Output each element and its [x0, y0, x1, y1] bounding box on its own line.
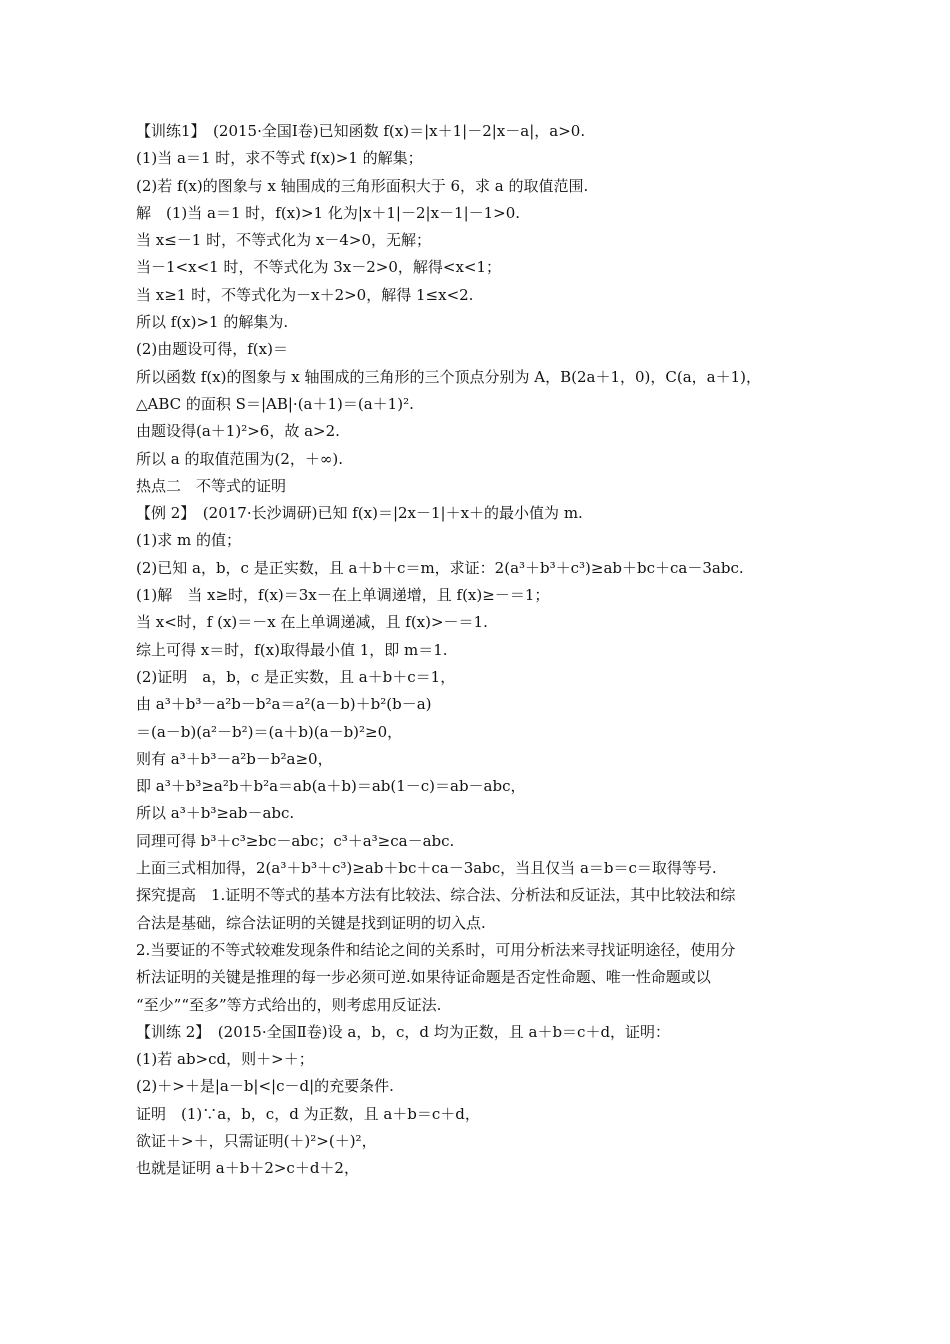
text-line: △ABC 的面积 S＝|AB|·(a＋1)＝(a＋1)². [136, 394, 414, 413]
section-heading: 热点二 不等式的证明 [136, 476, 287, 495]
text-line: 探究提高 1.证明不等式的基本方法有比较法、综合法、分析法和反证法，其中比较法和综 [136, 886, 736, 905]
text-line: (1)求 m 的值； [136, 531, 242, 550]
text-line: 即 a³＋b³≥a²b＋b²a＝ab(a＋b)＝ab(1－c)＝ab－abc， [136, 777, 526, 796]
text-line: 当 x≥1 时，不等式化为－x＋2>0，解得 1≤x<2. [136, 285, 474, 304]
text-line: (2)已知 a，b，c 是正实数，且 a＋b＋c＝m，求证：2(a³＋b³＋c³)≥ab＋bc＋ca－3abc. [136, 558, 744, 577]
text-line: (2)＋>＋是|a－b|<|c－d|的充要条件. [136, 1077, 394, 1096]
text-line: 上面三式相加得，2(a³＋b³＋c³)≥ab＋bc＋ca－3abc，当且仅当 a＝b＝c＝取得等号. [136, 859, 717, 878]
text-line: “至少”“至多”等方式给出的，则考虑用反证法. [136, 995, 442, 1014]
text-line: 则有 a³＋b³－a²b－b²a≥0， [136, 749, 333, 768]
text-line: 2.当要证的不等式较难发现条件和结论之间的关系时，可用分析法来寻找证明途径，使用分 [136, 940, 736, 959]
text-line: (2)证明 a，b，c 是正实数，且 a＋b＋c＝1， [136, 667, 456, 686]
text-line: 当 x≤－1 时，不等式化为 x－4>0，无解； [136, 231, 431, 250]
text-line: 所以函数 f(x)的图象与 x 轴围成的三角形的三个顶点分别为 A，B(2a＋1，0)，C(a，a＋1)， [136, 367, 761, 386]
text-line: 解 (1)当 a＝1 时，f(x)>1 化为|x＋1|－2|x－1|－1>0. [136, 203, 521, 222]
text-line: (1)若 ab>cd，则＋>＋； [136, 1050, 314, 1069]
text-line: 由 a³＋b³－a²b－b²a＝a²(a－b)＋b²(b－a) [136, 695, 432, 714]
text-line: 所以 a 的取值范围为(2，＋∞). [136, 449, 343, 468]
text-line: 综上可得 x＝时，f(x)取得最小值 1，即 m＝1. [136, 640, 448, 659]
text-line: 【训练1】 (2015·全国Ⅰ卷)已知函数 f(x)＝|x＋1|－2|x－a|，a>0. [136, 122, 586, 140]
text-line: 析法证明的关键是推理的每一步必须可逆.如果待证命题是否定性命题、唯一性命题或以 [136, 968, 711, 987]
text-line: 同理可得 b³＋c³≥bc－abc；c³＋a³≥ca－abc. [136, 831, 455, 850]
text-line: 当 x<时，f (x)＝－x 在上单调递减，且 f(x)>－＝1. [136, 613, 488, 632]
text-line: 所以 a³＋b³≥ab－abc. [136, 804, 295, 823]
text-line: 【训练 2】 (2015·全国Ⅱ卷)设 a，b，c，d 均为正数，且 a＋b＝c＋d，证明： [136, 1022, 671, 1041]
text-line: (2)若 f(x)的图象与 x 轴围成的三角形面积大于 6，求 a 的取值范围. [136, 176, 589, 195]
text-line: 证明 (1)∵a，b，c，d 为正数，且 a＋b＝c＋d， [136, 1104, 480, 1123]
text-line: (1)解 当 x≥时，f(x)＝3x－在上单调递增，且 f(x)≥－＝1； [136, 586, 550, 605]
text-line: 【例 2】 (2017·长沙调研)已知 f(x)＝|2x－1|＋x＋的最小值为 m. [136, 504, 583, 523]
text-line: 当－1<x<1 时，不等式化为 3x－2>0，解得<x<1； [136, 258, 502, 277]
text-line: 所以 f(x)>1 的解集为. [136, 313, 289, 332]
text-line: (2)由题设可得，f(x)＝ [136, 340, 288, 359]
document-body [136, 118, 836, 1183]
text-line: 也就是证明 a＋b＋2>c＋d＋2， [136, 1159, 359, 1178]
text-line: 由题设得(a＋1)²>6，故 a>2. [136, 422, 340, 441]
text-line: 欲证＋>＋，只需证明(＋)²>(＋)²， [136, 1131, 377, 1150]
text-line: ＝(a－b)(a²－b²)＝(a＋b)(a－b)²≥0， [136, 722, 403, 741]
text-line: 合法是基础，综合法证明的关键是找到证明的切入点. [136, 913, 486, 932]
text-line: (1)当 a＝1 时，求不等式 f(x)>1 的解集； [136, 149, 423, 168]
